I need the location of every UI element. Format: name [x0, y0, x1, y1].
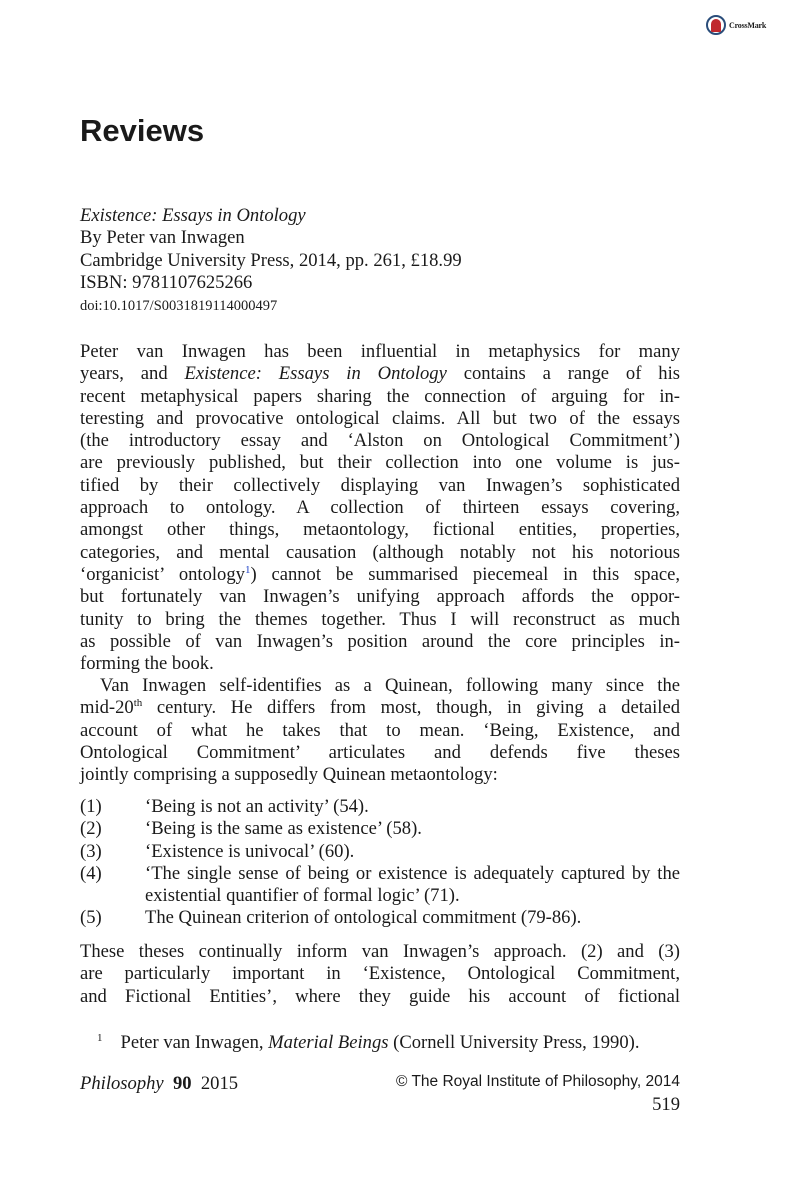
text-segment: tified by their collectively displaying van Inwagen’s sophisticated	[80, 474, 680, 496]
text-segment: Peter van Inwagen has been influential in metaphysics for many	[80, 341, 680, 362]
book-doi[interactable]: doi:10.1017/S0031819114000497	[80, 297, 278, 314]
crossmark-badge[interactable]	[706, 15, 766, 35]
text-segment: These theses continually inform van Inwagen’s approach. (2) and (3)	[80, 941, 680, 962]
text-segment: are previously published, but their collection into one volume is jus-	[80, 452, 680, 474]
text-line	[80, 564, 680, 586]
footnote-number: 1	[97, 1032, 103, 1044]
thesis-item	[80, 863, 680, 908]
text-line	[80, 742, 680, 764]
crossmark-icon	[706, 15, 726, 35]
text-line	[80, 697, 680, 719]
thesis-item	[80, 907, 680, 929]
crossmark-label: CrossMark	[729, 20, 767, 30]
text-segment: years, and	[80, 363, 185, 385]
text-segment: (the introductory essay and ‘Alston on Ontological Commitment’)	[80, 430, 680, 452]
thesis-number: (2)	[80, 818, 102, 840]
text-segment: are particularly important in ‘Existence, Ontological Commitment,	[80, 963, 680, 985]
section-title: Reviews	[80, 113, 205, 148]
text-segment: jointly comprising a supposedly Quinean metaontology:	[80, 764, 498, 786]
footnote-text	[121, 1032, 640, 1054]
text-segment: categories, and mental causation (although notably not his notorious	[80, 541, 680, 563]
book-info	[80, 205, 462, 317]
thesis-item	[80, 841, 680, 863]
journal-volume: 90	[172, 1073, 192, 1094]
text-segment: account of what he takes that to mean. ‘Being, Existence, and	[80, 719, 680, 741]
journal-name: Philosophy	[80, 1073, 164, 1094]
text-segment: approach to ontology. A collection of thirteen essays covering,	[80, 497, 680, 519]
paragraph-1	[80, 341, 680, 675]
text-segment: Van Inwagen self-identifies as a Quinean, following many since the	[100, 675, 680, 696]
copyright: © The Royal Institute of Philosophy, 2014	[396, 1073, 680, 1090]
text-segment: recent metaphysical papers sharing the connection of arguing for in-	[80, 385, 680, 407]
text-line	[80, 963, 680, 985]
thesis-text: ‘Being is not an activity’ (54).	[145, 796, 369, 817]
book-title: Existence: Essays in Ontology	[80, 205, 306, 226]
text-line	[80, 653, 680, 675]
text-segment: ‘organicist’ ontology	[80, 563, 245, 585]
text-line	[80, 675, 680, 697]
paragraph-2	[80, 675, 680, 786]
text-segment: century. He differs from most, though, in giving a detailed	[142, 697, 680, 719]
journal-citation	[80, 1073, 238, 1095]
text-line	[80, 764, 680, 786]
text-line	[80, 430, 680, 452]
text-segment: contains a range of his	[446, 363, 680, 385]
text-segment: amongst other things, metaontology, fictional entities, properties,	[80, 519, 680, 541]
thesis-number: (3)	[80, 840, 102, 862]
text-line	[80, 609, 680, 631]
thesis-text: The Quinean criterion of ontological commitment (79-86).	[145, 907, 582, 929]
footnote-reference[interactable]: 1	[244, 563, 251, 576]
text-line	[80, 519, 680, 541]
thesis-number: (1)	[80, 796, 102, 817]
text-segment: tunity to bring the themes together. Thus I will reconstruct as much	[80, 608, 680, 630]
text-segment: but fortunately van Inwagen’s unifying approach affords the oppor-	[80, 586, 680, 608]
text-line	[80, 497, 680, 519]
thesis-number: (5)	[80, 907, 102, 929]
text-line	[80, 341, 680, 363]
thesis-text: ‘Existence is univocal’ (60).	[145, 840, 355, 862]
text-segment: as possible of van Inwagen’s position around the core principles in-	[80, 630, 680, 652]
book-isbn: ISBN: 9781107625266	[80, 272, 253, 294]
text-line	[80, 408, 680, 430]
text-line	[80, 386, 680, 408]
thesis-text: ‘The single sense of being or existence is adequately captured by the existential quantifier of formal logic’ (71).	[145, 862, 680, 907]
text-segment: Ontological Commitment’ articulates and defends five theses	[80, 741, 680, 763]
paragraph-3	[80, 941, 680, 1008]
superscript: th	[133, 697, 143, 710]
text-segment: and Fictional Entities’, where they guide his account of fictional	[80, 985, 680, 1007]
text-line	[80, 452, 680, 474]
text-line	[80, 986, 680, 1008]
text-segment: forming the book.	[80, 653, 214, 675]
footnote-after: (Cornell University Press, 1990).	[388, 1032, 640, 1053]
book-author: By Peter van Inwagen	[80, 227, 245, 249]
thesis-number: (4)	[80, 862, 102, 884]
italic-text: Existence: Essays in Ontology	[184, 363, 447, 385]
thesis-item	[80, 818, 680, 840]
text-segment: ) cannot be summarised piecemeal in this space,	[250, 563, 680, 585]
footnote-before: Peter van Inwagen,	[120, 1032, 269, 1053]
book-publisher: Cambridge University Press, 2014, pp. 261, £18.99	[80, 249, 462, 271]
footnote-book-title: Material Beings	[268, 1032, 389, 1053]
thesis-item	[80, 796, 680, 818]
text-line	[80, 631, 680, 653]
footnote	[97, 1032, 640, 1054]
text-segment: mid-20	[80, 697, 134, 719]
text-line	[80, 542, 680, 564]
text-segment: teresting and provocative ontological claims. All but two of the essays	[80, 407, 680, 429]
text-line	[80, 475, 680, 497]
theses-list	[80, 796, 680, 930]
text-line	[80, 586, 680, 608]
text-line	[80, 720, 680, 742]
text-line	[80, 363, 680, 385]
text-line	[80, 941, 680, 963]
journal-year: 2015	[200, 1073, 239, 1094]
page-number: 519	[652, 1094, 680, 1115]
thesis-text: ‘Being is the same as existence’ (58).	[145, 818, 422, 840]
